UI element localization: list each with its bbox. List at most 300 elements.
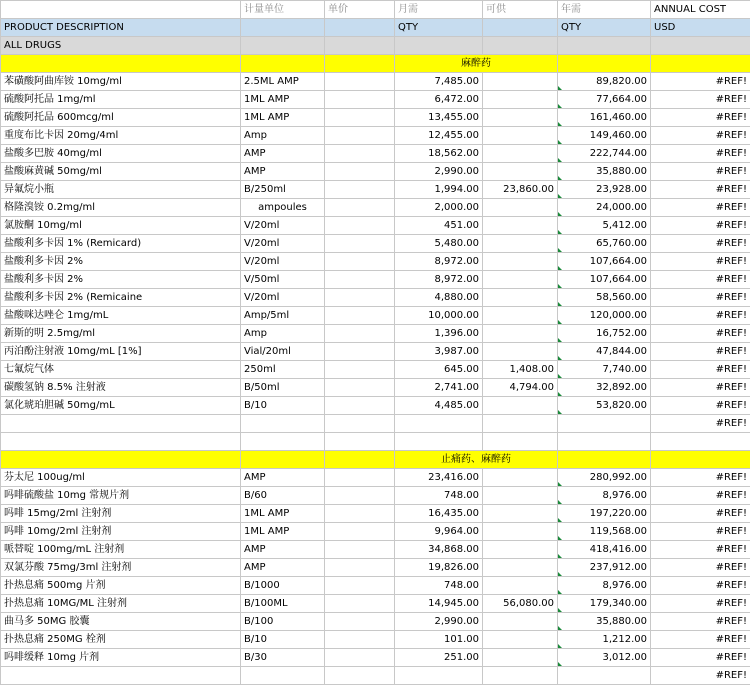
unit-cell[interactable]: 1ML AMP bbox=[241, 505, 325, 523]
price-cell[interactable] bbox=[325, 469, 395, 487]
annual-qty-header[interactable]: QTY bbox=[558, 19, 651, 37]
blank-row bbox=[1, 433, 750, 451]
product-name-cell[interactable]: 格隆溴铵 0.2mg/ml bbox=[1, 199, 241, 217]
monthly-qty-cell[interactable]: 2,990.00 bbox=[395, 163, 483, 181]
empty-cell[interactable] bbox=[651, 433, 750, 451]
monthly-qty-cell[interactable]: 2,990.00 bbox=[395, 613, 483, 631]
group-row bbox=[1, 37, 750, 55]
monthly-qty-cell[interactable]: 1,994.00 bbox=[395, 181, 483, 199]
empty-cell[interactable] bbox=[395, 433, 483, 451]
product-name-cell[interactable]: 硫酸阿托品 600mcg/ml bbox=[1, 109, 241, 127]
product-name-cell[interactable]: 芬太尼 100ug/ml bbox=[1, 469, 241, 487]
annual-qty-cell[interactable]: 3,012.00 bbox=[558, 649, 651, 667]
monthly-qty-cell[interactable]: 748.00 bbox=[395, 577, 483, 595]
monthly-qty-cell[interactable]: 3,987.00 bbox=[395, 343, 483, 361]
section-cell[interactable] bbox=[651, 451, 750, 469]
empty-cell[interactable] bbox=[241, 667, 325, 685]
price-cell[interactable] bbox=[325, 307, 395, 325]
unit-cell[interactable]: 1ML AMP bbox=[241, 523, 325, 541]
product-name-cell[interactable]: 盐酸利多卡因 2% bbox=[1, 271, 241, 289]
annual-qty-cell[interactable]: 107,664.00 bbox=[558, 253, 651, 271]
product-name-cell[interactable]: 曲马多 50MG 胶囊 bbox=[1, 613, 241, 631]
unit-cell[interactable]: 1ML AMP bbox=[241, 109, 325, 127]
table-row bbox=[1, 379, 750, 397]
subheader-cell[interactable] bbox=[483, 19, 558, 37]
empty-cell[interactable] bbox=[558, 433, 651, 451]
available-qty-cell[interactable] bbox=[483, 145, 558, 163]
section-total-row bbox=[1, 415, 750, 433]
empty-cell[interactable] bbox=[325, 667, 395, 685]
empty-cell[interactable] bbox=[483, 415, 558, 433]
available-qty-cell[interactable] bbox=[483, 505, 558, 523]
available-qty-cell[interactable] bbox=[483, 325, 558, 343]
available-qty-cell[interactable] bbox=[483, 163, 558, 181]
price-cell[interactable] bbox=[325, 361, 395, 379]
annual-cost-cell[interactable]: #REF! bbox=[651, 271, 750, 289]
annual-qty-cell[interactable]: 47,844.00 bbox=[558, 343, 651, 361]
annual-cost-cell[interactable]: #REF! bbox=[651, 397, 750, 415]
unit-cell[interactable]: AMP bbox=[241, 469, 325, 487]
annual-qty-cell[interactable]: 24,000.00 bbox=[558, 199, 651, 217]
product-name-cell[interactable]: 新斯的明 2.5mg/ml bbox=[1, 325, 241, 343]
cost-usd-header[interactable]: USD bbox=[651, 19, 750, 37]
price-cell[interactable] bbox=[325, 343, 395, 361]
empty-cell[interactable] bbox=[395, 415, 483, 433]
product-name-cell[interactable]: 扑热息痛 10MG/ML 注射剂 bbox=[1, 595, 241, 613]
section-cell[interactable] bbox=[558, 55, 651, 73]
section-cell[interactable] bbox=[558, 451, 651, 469]
section-cell[interactable] bbox=[241, 55, 325, 73]
monthly-qty-cell[interactable]: 451.00 bbox=[395, 217, 483, 235]
annual-qty-cell[interactable]: 58,560.00 bbox=[558, 289, 651, 307]
unit-cell[interactable]: AMP bbox=[241, 145, 325, 163]
available-qty-cell[interactable] bbox=[483, 109, 558, 127]
monthly-qty-cell[interactable]: 8,972.00 bbox=[395, 271, 483, 289]
price-cell[interactable] bbox=[325, 217, 395, 235]
subheader-cell[interactable] bbox=[241, 19, 325, 37]
monthly-qty-cell[interactable]: 12,455.00 bbox=[395, 127, 483, 145]
product-name-cell[interactable]: 吗啡硫酸盐 10mg 常规片剂 bbox=[1, 487, 241, 505]
available-qty-cell[interactable] bbox=[483, 127, 558, 145]
available-qty-cell[interactable] bbox=[483, 73, 558, 91]
price-cell[interactable] bbox=[325, 253, 395, 271]
unit-cell[interactable]: B/100 bbox=[241, 613, 325, 631]
price-cell[interactable] bbox=[325, 163, 395, 181]
product-name-cell[interactable]: 盐酸多巴胺 40mg/ml bbox=[1, 145, 241, 163]
available-qty-cell[interactable] bbox=[483, 271, 558, 289]
product-name-cell[interactable]: 氯胺酮 10mg/ml bbox=[1, 217, 241, 235]
available-qty-cell[interactable]: 23,860.00 bbox=[483, 181, 558, 199]
unit-cell[interactable]: B/250ml bbox=[241, 181, 325, 199]
available-qty-cell[interactable] bbox=[483, 289, 558, 307]
available-qty-cell[interactable] bbox=[483, 397, 558, 415]
annual-cost-cell[interactable]: #REF! bbox=[651, 577, 750, 595]
available-qty-cell[interactable] bbox=[483, 199, 558, 217]
product-name-cell[interactable]: 吗啡 10mg/2ml 注射剂 bbox=[1, 523, 241, 541]
unit-cell[interactable]: B/1000 bbox=[241, 577, 325, 595]
price-cell[interactable] bbox=[325, 73, 395, 91]
annual-cost-cell[interactable]: #REF! bbox=[651, 217, 750, 235]
available-qty-cell[interactable] bbox=[483, 217, 558, 235]
monthly-qty-cell[interactable]: 8,972.00 bbox=[395, 253, 483, 271]
annual-cost-cell[interactable]: #REF! bbox=[651, 505, 750, 523]
annual-qty-cell[interactable]: 5,412.00 bbox=[558, 217, 651, 235]
section-cell[interactable] bbox=[325, 55, 395, 73]
annual-cost-cell[interactable]: #REF! bbox=[651, 145, 750, 163]
section-cell[interactable] bbox=[325, 451, 395, 469]
table-row bbox=[1, 73, 750, 91]
empty-cell[interactable] bbox=[1, 415, 241, 433]
available-qty-cell[interactable] bbox=[483, 469, 558, 487]
unit-cell[interactable]: B/10 bbox=[241, 397, 325, 415]
product-name-cell[interactable]: 扑热息痛 500mg 片剂 bbox=[1, 577, 241, 595]
column-header-row bbox=[1, 1, 750, 19]
annual-cost-cell[interactable]: #REF! bbox=[651, 253, 750, 271]
available-qty-cell[interactable]: 1,408.00 bbox=[483, 361, 558, 379]
annual-cost-cell[interactable]: #REF! bbox=[651, 523, 750, 541]
section-title[interactable]: 止痛药、麻醉药 bbox=[395, 451, 558, 469]
product-name-cell[interactable]: 扑热息痛 250MG 栓剂 bbox=[1, 631, 241, 649]
monthly-qty-cell[interactable]: 9,964.00 bbox=[395, 523, 483, 541]
monthly-qty-cell[interactable]: 4,485.00 bbox=[395, 397, 483, 415]
price-cell[interactable] bbox=[325, 505, 395, 523]
monthly-qty-cell[interactable]: 23,416.00 bbox=[395, 469, 483, 487]
price-cell[interactable] bbox=[325, 523, 395, 541]
empty-cell[interactable] bbox=[241, 415, 325, 433]
table-row bbox=[1, 595, 750, 613]
annual-qty-cell[interactable]: 179,340.00 bbox=[558, 595, 651, 613]
annual-cost-cell[interactable]: #REF! bbox=[651, 307, 750, 325]
price-cell[interactable] bbox=[325, 145, 395, 163]
table-row bbox=[1, 253, 750, 271]
section-total-cost-cell[interactable]: #REF! bbox=[651, 667, 750, 685]
monthly-qty-cell[interactable]: 34,868.00 bbox=[395, 541, 483, 559]
available-qty-cell[interactable] bbox=[483, 649, 558, 667]
available-qty-cell[interactable]: 4,794.00 bbox=[483, 379, 558, 397]
available-qty-cell[interactable] bbox=[483, 631, 558, 649]
annual-qty-cell[interactable]: 35,880.00 bbox=[558, 613, 651, 631]
annual-cost-cell[interactable]: #REF! bbox=[651, 649, 750, 667]
price-cell[interactable] bbox=[325, 271, 395, 289]
unit-cell[interactable]: 250ml bbox=[241, 361, 325, 379]
annual-cost-cell[interactable]: #REF! bbox=[651, 595, 750, 613]
available-qty-cell[interactable] bbox=[483, 541, 558, 559]
annual-qty-cell[interactable]: 149,460.00 bbox=[558, 127, 651, 145]
product-description-header[interactable]: PRODUCT DESCRIPTION bbox=[1, 19, 241, 37]
annual-qty-cell[interactable]: 16,752.00 bbox=[558, 325, 651, 343]
monthly-qty-cell[interactable]: 19,826.00 bbox=[395, 559, 483, 577]
annual-cost-cell[interactable]: #REF! bbox=[651, 109, 750, 127]
header-available[interactable]: 可供 bbox=[483, 1, 558, 19]
annual-qty-cell[interactable]: 107,664.00 bbox=[558, 271, 651, 289]
unit-cell[interactable]: V/20ml bbox=[241, 253, 325, 271]
annual-cost-cell[interactable]: #REF! bbox=[651, 559, 750, 577]
section-cell[interactable] bbox=[241, 451, 325, 469]
monthly-qty-cell[interactable]: 6,472.00 bbox=[395, 91, 483, 109]
price-cell[interactable] bbox=[325, 487, 395, 505]
product-name-cell[interactable]: 盐酸利多卡因 2% (Remicaine bbox=[1, 289, 241, 307]
table-row bbox=[1, 325, 750, 343]
price-cell[interactable] bbox=[325, 127, 395, 145]
header-monthly[interactable]: 月需 bbox=[395, 1, 483, 19]
price-cell[interactable] bbox=[325, 379, 395, 397]
monthly-qty-cell[interactable]: 2,741.00 bbox=[395, 379, 483, 397]
product-name-cell[interactable]: 吗啡 15mg/2ml 注射剂 bbox=[1, 505, 241, 523]
annual-cost-cell[interactable]: #REF! bbox=[651, 361, 750, 379]
annual-qty-cell[interactable]: 23,928.00 bbox=[558, 181, 651, 199]
monthly-qty-cell[interactable]: 748.00 bbox=[395, 487, 483, 505]
available-qty-cell[interactable] bbox=[483, 307, 558, 325]
table-row bbox=[1, 361, 750, 379]
empty-cell[interactable] bbox=[395, 667, 483, 685]
annual-qty-cell[interactable]: 161,460.00 bbox=[558, 109, 651, 127]
monthly-qty-cell[interactable]: 16,435.00 bbox=[395, 505, 483, 523]
unit-cell[interactable]: ampoules bbox=[241, 199, 325, 217]
annual-cost-cell[interactable]: #REF! bbox=[651, 91, 750, 109]
table-row bbox=[1, 145, 750, 163]
price-cell[interactable] bbox=[325, 613, 395, 631]
subheader-cell[interactable] bbox=[325, 19, 395, 37]
annual-qty-cell[interactable]: 8,976.00 bbox=[558, 577, 651, 595]
monthly-qty-cell[interactable]: 4,880.00 bbox=[395, 289, 483, 307]
product-name-cell[interactable]: 吗啡缓释 10mg 片剂 bbox=[1, 649, 241, 667]
annual-cost-cell[interactable]: #REF! bbox=[651, 199, 750, 217]
annual-qty-cell[interactable]: 77,664.00 bbox=[558, 91, 651, 109]
table-row bbox=[1, 217, 750, 235]
product-name-cell[interactable]: 硫酸阿托品 1mg/ml bbox=[1, 91, 241, 109]
annual-cost-cell[interactable]: #REF! bbox=[651, 631, 750, 649]
table-row bbox=[1, 109, 750, 127]
empty-cell[interactable] bbox=[483, 433, 558, 451]
monthly-qty-cell[interactable]: 645.00 bbox=[395, 361, 483, 379]
table-row bbox=[1, 289, 750, 307]
available-qty-cell[interactable] bbox=[483, 253, 558, 271]
table-row bbox=[1, 163, 750, 181]
unit-cell[interactable]: Amp bbox=[241, 325, 325, 343]
unit-cell[interactable]: Amp/5ml bbox=[241, 307, 325, 325]
product-name-cell[interactable]: 重度布比卡因 20mg/4ml bbox=[1, 127, 241, 145]
group-cell[interactable] bbox=[483, 37, 558, 55]
annual-cost-cell[interactable]: #REF! bbox=[651, 181, 750, 199]
header-price[interactable]: 单价 bbox=[325, 1, 395, 19]
available-qty-cell[interactable] bbox=[483, 487, 558, 505]
unit-cell[interactable]: B/10 bbox=[241, 631, 325, 649]
section-title[interactable]: 麻醉药 bbox=[395, 55, 558, 73]
unit-cell[interactable]: Amp bbox=[241, 127, 325, 145]
section-header-row bbox=[1, 451, 750, 469]
annual-qty-cell[interactable]: 120,000.00 bbox=[558, 307, 651, 325]
monthly-qty-cell[interactable]: 5,480.00 bbox=[395, 235, 483, 253]
table-row bbox=[1, 343, 750, 361]
unit-cell[interactable]: AMP bbox=[241, 163, 325, 181]
annual-qty-cell[interactable]: 32,892.00 bbox=[558, 379, 651, 397]
annual-cost-cell[interactable]: #REF! bbox=[651, 343, 750, 361]
price-cell[interactable] bbox=[325, 235, 395, 253]
annual-qty-cell[interactable]: 119,568.00 bbox=[558, 523, 651, 541]
group-label[interactable]: ALL DRUGS bbox=[1, 37, 241, 55]
monthly-qty-header[interactable]: QTY bbox=[395, 19, 483, 37]
empty-cell[interactable] bbox=[1, 433, 241, 451]
table-row bbox=[1, 523, 750, 541]
empty-cell[interactable] bbox=[558, 415, 651, 433]
group-cell[interactable] bbox=[241, 37, 325, 55]
header-annual[interactable]: 年需 bbox=[558, 1, 651, 19]
annual-qty-cell[interactable]: 418,416.00 bbox=[558, 541, 651, 559]
product-name-cell[interactable]: 氯化琥珀胆碱 50mg/mL bbox=[1, 397, 241, 415]
annual-cost-cell[interactable]: #REF! bbox=[651, 163, 750, 181]
price-cell[interactable] bbox=[325, 559, 395, 577]
annual-qty-cell[interactable]: 237,912.00 bbox=[558, 559, 651, 577]
table-row bbox=[1, 235, 750, 253]
group-cell[interactable] bbox=[325, 37, 395, 55]
price-cell[interactable] bbox=[325, 397, 395, 415]
product-name-cell[interactable]: 七氟烷气体 bbox=[1, 361, 241, 379]
available-qty-cell[interactable] bbox=[483, 559, 558, 577]
table-row bbox=[1, 127, 750, 145]
available-qty-cell[interactable] bbox=[483, 613, 558, 631]
empty-cell[interactable] bbox=[558, 667, 651, 685]
annual-cost-cell[interactable]: #REF! bbox=[651, 127, 750, 145]
monthly-qty-cell[interactable]: 2,000.00 bbox=[395, 199, 483, 217]
table-row bbox=[1, 181, 750, 199]
unit-cell[interactable]: B/30 bbox=[241, 649, 325, 667]
table-row bbox=[1, 505, 750, 523]
available-qty-cell[interactable] bbox=[483, 577, 558, 595]
group-cell[interactable] bbox=[395, 37, 483, 55]
monthly-qty-cell[interactable]: 251.00 bbox=[395, 649, 483, 667]
group-cell[interactable] bbox=[558, 37, 651, 55]
annual-qty-cell[interactable]: 222,744.00 bbox=[558, 145, 651, 163]
annual-qty-cell[interactable]: 89,820.00 bbox=[558, 73, 651, 91]
product-name-cell[interactable]: 苯磺酸阿曲库铵 10mg/ml bbox=[1, 73, 241, 91]
section-cell[interactable] bbox=[1, 55, 241, 73]
price-cell[interactable] bbox=[325, 91, 395, 109]
annual-cost-cell[interactable]: #REF! bbox=[651, 235, 750, 253]
product-name-cell[interactable]: 盐酸麻黄碱 50mg/ml bbox=[1, 163, 241, 181]
monthly-qty-cell[interactable]: 18,562.00 bbox=[395, 145, 483, 163]
table-row bbox=[1, 649, 750, 667]
table-row bbox=[1, 541, 750, 559]
product-name-cell[interactable]: 盐酸利多卡因 1% (Remicard) bbox=[1, 235, 241, 253]
empty-cell[interactable] bbox=[1, 667, 241, 685]
annual-qty-cell[interactable]: 35,880.00 bbox=[558, 163, 651, 181]
monthly-qty-cell[interactable]: 14,945.00 bbox=[395, 595, 483, 613]
table-row bbox=[1, 397, 750, 415]
annual-cost-cell[interactable]: #REF! bbox=[651, 379, 750, 397]
price-cell[interactable] bbox=[325, 649, 395, 667]
monthly-qty-cell[interactable]: 101.00 bbox=[395, 631, 483, 649]
product-name-cell[interactable]: 盐酸咪达唑仑 1mg/mL bbox=[1, 307, 241, 325]
table-row bbox=[1, 487, 750, 505]
annual-qty-cell[interactable]: 7,740.00 bbox=[558, 361, 651, 379]
available-qty-cell[interactable] bbox=[483, 523, 558, 541]
subheader-row bbox=[1, 19, 750, 37]
product-name-cell[interactable]: 哌替啶 100mg/mL 注射剂 bbox=[1, 541, 241, 559]
unit-cell[interactable]: B/100ML bbox=[241, 595, 325, 613]
section-header-row bbox=[1, 55, 750, 73]
table-row bbox=[1, 91, 750, 109]
table-row bbox=[1, 469, 750, 487]
monthly-qty-cell[interactable]: 10,000.00 bbox=[395, 307, 483, 325]
product-name-cell[interactable]: 盐酸利多卡因 2% bbox=[1, 253, 241, 271]
monthly-qty-cell[interactable]: 7,485.00 bbox=[395, 73, 483, 91]
product-name-cell[interactable]: 异氟烷小瓶 bbox=[1, 181, 241, 199]
header-unit[interactable]: 计量单位 bbox=[241, 1, 325, 19]
annual-cost-cell[interactable]: #REF! bbox=[651, 613, 750, 631]
product-name-cell[interactable]: 碳酸氢钠 8.5% 注射液 bbox=[1, 379, 241, 397]
group-cell[interactable] bbox=[651, 37, 750, 55]
unit-cell[interactable]: V/50ml bbox=[241, 271, 325, 289]
annual-cost-cell[interactable]: #REF! bbox=[651, 73, 750, 91]
price-cell[interactable] bbox=[325, 541, 395, 559]
annual-cost-cell[interactable]: #REF! bbox=[651, 325, 750, 343]
unit-cell[interactable]: AMP bbox=[241, 541, 325, 559]
annual-qty-cell[interactable]: 197,220.00 bbox=[558, 505, 651, 523]
price-cell[interactable] bbox=[325, 595, 395, 613]
section-total-row bbox=[1, 667, 750, 685]
unit-cell[interactable]: 1ML AMP bbox=[241, 91, 325, 109]
price-cell[interactable] bbox=[325, 289, 395, 307]
annual-qty-cell[interactable]: 280,992.00 bbox=[558, 469, 651, 487]
product-name-cell[interactable]: 双氯芬酸 75mg/3ml 注射剂 bbox=[1, 559, 241, 577]
table-row bbox=[1, 307, 750, 325]
table-row bbox=[1, 577, 750, 595]
annual-cost-cell[interactable]: #REF! bbox=[651, 487, 750, 505]
price-cell[interactable] bbox=[325, 325, 395, 343]
annual-qty-cell[interactable]: 8,976.00 bbox=[558, 487, 651, 505]
price-cell[interactable] bbox=[325, 181, 395, 199]
section-cell[interactable] bbox=[1, 451, 241, 469]
price-cell[interactable] bbox=[325, 577, 395, 595]
table-row bbox=[1, 271, 750, 289]
price-cell[interactable] bbox=[325, 199, 395, 217]
price-cell[interactable] bbox=[325, 631, 395, 649]
header-annual-cost[interactable]: ANNUAL COST bbox=[651, 1, 750, 19]
available-qty-cell[interactable] bbox=[483, 343, 558, 361]
annual-cost-cell[interactable]: #REF! bbox=[651, 289, 750, 307]
unit-cell[interactable]: B/50ml bbox=[241, 379, 325, 397]
table-row bbox=[1, 613, 750, 631]
annual-cost-cell[interactable]: #REF! bbox=[651, 469, 750, 487]
product-name-cell[interactable]: 丙泊酚注射液 10mg/mL [1%] bbox=[1, 343, 241, 361]
empty-cell[interactable] bbox=[241, 433, 325, 451]
annual-qty-cell[interactable]: 53,820.00 bbox=[558, 397, 651, 415]
annual-cost-cell[interactable]: #REF! bbox=[651, 541, 750, 559]
monthly-qty-cell[interactable]: 1,396.00 bbox=[395, 325, 483, 343]
available-qty-cell[interactable]: 56,080.00 bbox=[483, 595, 558, 613]
unit-cell[interactable]: V/20ml bbox=[241, 235, 325, 253]
header-cell-empty[interactable] bbox=[1, 1, 241, 19]
unit-cell[interactable]: 2.5ML AMP bbox=[241, 73, 325, 91]
unit-cell[interactable]: B/60 bbox=[241, 487, 325, 505]
empty-cell[interactable] bbox=[325, 415, 395, 433]
annual-qty-cell[interactable]: 65,760.00 bbox=[558, 235, 651, 253]
annual-qty-cell[interactable]: 1,212.00 bbox=[558, 631, 651, 649]
available-qty-cell[interactable] bbox=[483, 235, 558, 253]
table-row bbox=[1, 199, 750, 217]
price-cell[interactable] bbox=[325, 109, 395, 127]
unit-cell[interactable]: Vial/20ml bbox=[241, 343, 325, 361]
unit-cell[interactable]: AMP bbox=[241, 559, 325, 577]
empty-cell[interactable] bbox=[325, 433, 395, 451]
section-total-cost-cell[interactable]: #REF! bbox=[651, 415, 750, 433]
unit-cell[interactable]: V/20ml bbox=[241, 217, 325, 235]
available-qty-cell[interactable] bbox=[483, 91, 558, 109]
empty-cell[interactable] bbox=[483, 667, 558, 685]
section-cell[interactable] bbox=[651, 55, 750, 73]
unit-cell[interactable]: V/20ml bbox=[241, 289, 325, 307]
monthly-qty-cell[interactable]: 13,455.00 bbox=[395, 109, 483, 127]
